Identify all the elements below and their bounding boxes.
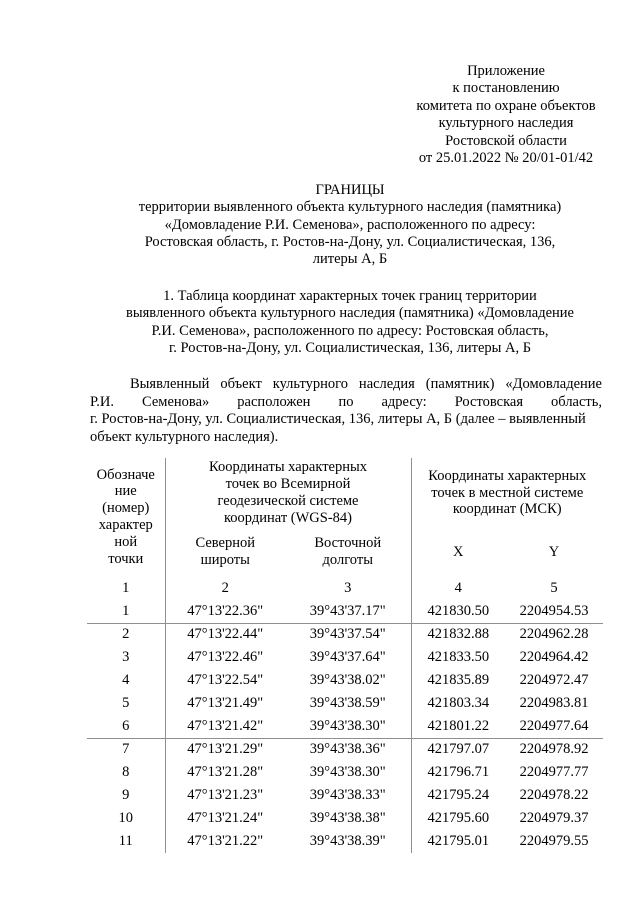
paragraph-line: г. Ростов-на-Дону, ул. Социалистическая, 136, литеры А, Б (далее – выявленный [90, 411, 586, 427]
caption-line: г. Ростов-на-Дону, ул. Социалистическая, 136, литеры А, Б [168, 339, 532, 356]
table-row [87, 784, 603, 807]
latitude-cell: 47°13'21.28" [187, 764, 264, 781]
column-number: 4 [454, 579, 462, 596]
column-number-row [87, 576, 603, 600]
x-cell: 421796.71 [427, 764, 490, 781]
table-row [87, 807, 603, 830]
longitude-cell: 39°43'37.17" [285, 600, 411, 623]
appendix-line: комитета по охране объектов [416, 97, 596, 114]
intro-paragraph [90, 376, 602, 446]
latitude-cell: 47°13'22.46" [187, 649, 264, 666]
header-north-latitude: Северной широты [195, 535, 255, 568]
header-y: Y [548, 543, 560, 560]
y-cell: 2204954.53 [519, 602, 589, 619]
header-x: X [453, 543, 464, 560]
point-number: 2 [87, 623, 165, 646]
document-title [0, 182, 640, 268]
y-cell: 2204979.55 [519, 833, 589, 850]
table-row [87, 715, 603, 738]
column-number: 5 [550, 579, 558, 596]
appendix-block [396, 63, 616, 167]
point-number: 1 [87, 600, 165, 623]
y-cell: 2204978.22 [519, 787, 589, 804]
x-cell: 421803.34 [427, 695, 490, 712]
caption-line: 1. Таблица координат характерных точек границ территории [163, 288, 537, 304]
latitude-cell: 47°13'21.49" [187, 695, 264, 712]
y-cell: 2204972.47 [519, 672, 589, 689]
table-subheader-row [87, 528, 603, 576]
table-row [87, 669, 603, 692]
table-row [87, 761, 603, 784]
column-number: 3 [285, 576, 411, 600]
latitude-cell: 47°13'21.23" [187, 787, 264, 804]
y-cell: 2204962.28 [505, 623, 603, 646]
longitude-cell: 39°43'38.02" [285, 669, 411, 692]
x-cell: 421795.01 [427, 833, 490, 850]
y-cell: 2204978.92 [505, 738, 603, 761]
point-number: 4 [87, 669, 165, 692]
longitude-cell: 39°43'38.38" [285, 807, 411, 830]
x-cell: 421832.88 [411, 623, 505, 646]
latitude-cell: 47°13'21.42" [187, 717, 264, 734]
latitude-cell: 47°13'22.44" [165, 623, 285, 646]
header-east-longitude: Восточной долготы [285, 528, 411, 576]
longitude-cell: 39°43'38.59" [285, 692, 411, 715]
title-line: Ростовская область, г. Ростов-на-Дону, ул. Социалистическая, 136, [144, 233, 556, 250]
appendix-line: Приложение [467, 63, 545, 79]
table-header-row [87, 458, 603, 528]
point-number: 9 [87, 784, 165, 807]
point-number: 11 [87, 830, 165, 853]
header-msk: Координаты характерных точек в местной системе координат (МСК) [428, 467, 587, 518]
header-point-number: Обозначе ние (номер) характер ной точки [87, 458, 165, 576]
point-number: 6 [87, 715, 165, 738]
title-heading: ГРАНИЦЫ [315, 182, 385, 198]
title-line: «Домовладение Р.И. Семенова», расположенного по адресу: [164, 216, 536, 233]
table-row [87, 600, 603, 623]
point-number: 8 [87, 761, 165, 784]
longitude-cell: 39°43'38.36" [285, 738, 411, 761]
appendix-line: Ростовской области [445, 132, 567, 149]
latitude-cell: 47°13'21.24" [187, 810, 264, 827]
latitude-cell: 47°13'22.36" [187, 602, 264, 619]
longitude-cell: 39°43'38.39" [285, 830, 411, 853]
x-cell: 421795.24 [427, 787, 490, 804]
caption-line: выявленного объекта культурного наследия (памятника) «Домовладение [126, 305, 574, 322]
paragraph-line: Р.И. Семенова» расположен по адресу: Ростовская область, [90, 393, 602, 410]
table-row [87, 646, 603, 669]
table-row [87, 830, 603, 853]
y-cell: 2204979.37 [519, 810, 589, 827]
point-number: 3 [87, 646, 165, 669]
longitude-cell: 39°43'37.64" [285, 646, 411, 669]
longitude-cell: 39°43'38.30" [285, 761, 411, 784]
appendix-line: культурного наследия [438, 115, 574, 132]
table-row [87, 738, 603, 761]
table-caption [0, 288, 640, 357]
y-cell: 2204983.81 [519, 695, 589, 712]
column-number: 1 [87, 576, 165, 600]
point-number: 7 [87, 738, 165, 761]
longitude-cell: 39°43'38.30" [285, 715, 411, 738]
title-line: литеры А, Б [312, 251, 388, 268]
column-number: 2 [221, 579, 229, 596]
x-cell: 421795.60 [427, 810, 490, 827]
x-cell: 421797.07 [411, 738, 505, 761]
x-cell: 421835.89 [427, 672, 490, 689]
appendix-line: от 25.01.2022 № 20/01-01/42 [418, 150, 594, 167]
latitude-cell: 47°13'21.22" [187, 833, 264, 850]
y-cell: 2204977.64 [519, 717, 589, 734]
y-cell: 2204977.77 [519, 764, 589, 781]
coordinates-table [87, 458, 603, 853]
appendix-line: к постановлению [452, 80, 560, 97]
y-cell: 2204964.42 [519, 649, 589, 666]
latitude-cell: 47°13'21.29" [165, 738, 285, 761]
point-number: 10 [87, 807, 165, 830]
title-line: территории выявленного объекта культурного наследия (памятника) [138, 199, 562, 216]
paragraph-line: Выявленный объект культурного наследия (памятник) «Домовладение [130, 376, 602, 392]
x-cell: 421830.50 [427, 602, 490, 619]
longitude-cell: 39°43'37.54" [285, 623, 411, 646]
caption-line: Р.И. Семенова», расположенного по адресу: Ростовская область, [151, 322, 549, 339]
x-cell: 421833.50 [427, 649, 490, 666]
longitude-cell: 39°43'38.33" [285, 784, 411, 807]
table-row [87, 623, 603, 646]
header-wgs84: Координаты характерных точек во Всемирной геодезической системе координат (WGS-84) [165, 458, 411, 528]
x-cell: 421801.22 [427, 717, 490, 734]
table-row [87, 692, 603, 715]
latitude-cell: 47°13'22.54" [187, 672, 264, 689]
paragraph-line: объект культурного наследия). [90, 428, 279, 445]
point-number: 5 [87, 692, 165, 715]
